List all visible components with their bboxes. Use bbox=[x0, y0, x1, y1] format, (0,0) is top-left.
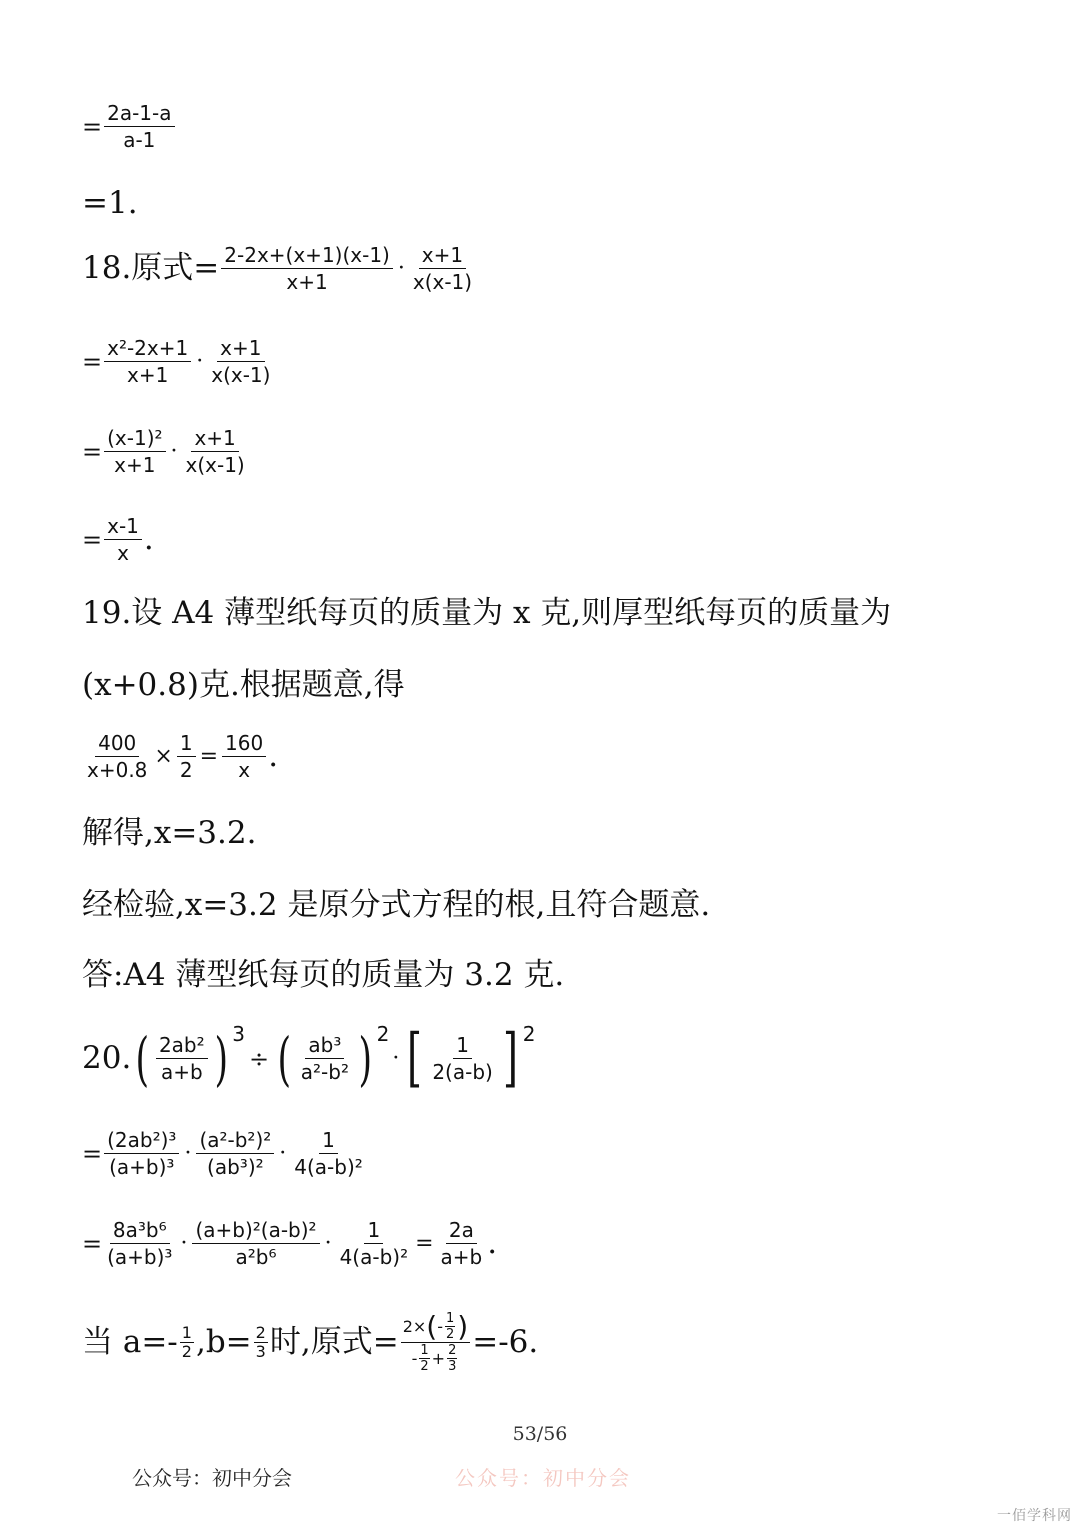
minus-sign: - bbox=[411, 1348, 418, 1368]
equals-sign: = bbox=[82, 525, 103, 554]
multiply-dot: · bbox=[279, 1140, 287, 1166]
numerator: 1 bbox=[453, 1035, 472, 1059]
denominator: (a+b)³ bbox=[107, 1245, 173, 1269]
fraction bbox=[183, 428, 248, 475]
fraction bbox=[104, 103, 174, 150]
denominator: 4(a-b)² bbox=[339, 1245, 409, 1269]
denominator bbox=[410, 1343, 462, 1373]
denominator: a²-b² bbox=[300, 1060, 349, 1085]
numerator: 2a bbox=[446, 1220, 477, 1244]
multiply-dot: · bbox=[184, 1140, 192, 1166]
numerator: x²-2x+1 bbox=[104, 338, 191, 362]
equals-sign: = bbox=[82, 1139, 103, 1168]
numerator: (a²-b²)² bbox=[196, 1130, 274, 1154]
problem-18-label: 18.原式= bbox=[82, 250, 220, 286]
denominator: a+b bbox=[440, 1245, 483, 1269]
problem-19-solve bbox=[82, 815, 257, 851]
fraction bbox=[429, 1033, 496, 1085]
fraction bbox=[254, 1325, 268, 1360]
denominator: x bbox=[117, 541, 129, 565]
fraction bbox=[447, 1344, 457, 1373]
right-paren: ) bbox=[214, 1024, 228, 1093]
exponent: 2 bbox=[376, 1022, 390, 1046]
denominator: x+0.8 bbox=[87, 758, 148, 782]
fraction bbox=[180, 1325, 194, 1360]
solve-text: 解得,x=3.2. bbox=[82, 815, 257, 851]
numerator bbox=[401, 1309, 471, 1343]
problem-18-line-3 bbox=[82, 428, 250, 475]
result-text: =1. bbox=[82, 185, 138, 221]
numerator: x-1 bbox=[104, 516, 142, 540]
fraction bbox=[196, 1130, 274, 1177]
numerator: 400 bbox=[95, 733, 139, 757]
multiply-dot: · bbox=[392, 1045, 400, 1071]
numerator: 1 bbox=[319, 1130, 338, 1154]
problem-19-line-1 bbox=[82, 595, 892, 631]
denominator: (a+b)³ bbox=[109, 1155, 175, 1179]
right-bracket: ] bbox=[502, 1021, 518, 1095]
fraction bbox=[104, 1130, 179, 1177]
when-text: 当 a=- bbox=[82, 1324, 178, 1360]
result-text: =-6. bbox=[472, 1324, 539, 1360]
problem-19-line-2 bbox=[82, 667, 405, 703]
left-paren: ( bbox=[135, 1024, 150, 1093]
period: . bbox=[268, 738, 279, 774]
numerator: (a+b)²(a-b)² bbox=[192, 1220, 319, 1244]
denominator: 2 bbox=[181, 1342, 192, 1361]
period: . bbox=[143, 521, 154, 557]
numerator: 2a-1-a bbox=[104, 103, 174, 127]
fraction bbox=[419, 1344, 429, 1373]
denominator: x+1 bbox=[114, 453, 156, 477]
problem-18-line-4 bbox=[82, 516, 154, 563]
equals-sign: = bbox=[415, 1230, 434, 1256]
left-paren: ( bbox=[426, 1309, 438, 1343]
multiply-dot: · bbox=[180, 1230, 188, 1256]
equals-sign: = bbox=[82, 347, 103, 376]
denominator: x(x-1) bbox=[412, 270, 473, 294]
fraction bbox=[177, 733, 196, 780]
answer-text: 答:A4 薄型纸每页的质量为 3.2 克. bbox=[82, 957, 565, 993]
problem-20-line-1 bbox=[82, 1021, 536, 1095]
denominator: 3 bbox=[255, 1342, 266, 1361]
numerator: 160 bbox=[222, 733, 266, 757]
denominator: x(x-1) bbox=[185, 453, 245, 477]
problem-19-answer bbox=[82, 957, 565, 993]
problem-20-line-4 bbox=[82, 1309, 539, 1374]
numerator: ab³ bbox=[305, 1035, 344, 1059]
numerator: 1 bbox=[446, 1311, 455, 1326]
equation-line bbox=[82, 103, 177, 150]
result-line bbox=[82, 185, 138, 221]
equals-sign: = bbox=[199, 743, 219, 769]
page-number: 53/56 bbox=[512, 1423, 568, 1445]
denominator: 2 bbox=[446, 1327, 455, 1342]
plus-sign: + bbox=[431, 1348, 446, 1368]
numerator: (x-1)² bbox=[104, 428, 165, 452]
fraction bbox=[104, 428, 165, 475]
numerator: 2 bbox=[255, 1323, 266, 1342]
problem-19-text: (x+0.8)克.根据题意,得 bbox=[82, 667, 405, 703]
denominator: a+b bbox=[160, 1060, 203, 1085]
denominator: x+1 bbox=[127, 363, 169, 387]
problem-20-line-2 bbox=[82, 1130, 368, 1177]
period: . bbox=[487, 1225, 498, 1261]
exponent: 2 bbox=[522, 1022, 536, 1046]
denominator: 2(a-b) bbox=[432, 1060, 493, 1085]
problem-18-line-2 bbox=[82, 338, 275, 385]
equals-sign: = bbox=[82, 1229, 103, 1258]
problem-18-line-1 bbox=[82, 245, 477, 292]
multiply-dot: · bbox=[196, 348, 204, 374]
denominator: 2 bbox=[420, 1359, 429, 1374]
fraction bbox=[208, 338, 273, 385]
right-paren: ) bbox=[358, 1024, 373, 1093]
problem-19-equation bbox=[82, 733, 278, 780]
check-text: 经检验,x=3.2 是原分式方程的根,且符合题意. bbox=[82, 887, 711, 923]
minus-sign: - bbox=[437, 1316, 444, 1336]
fraction bbox=[221, 245, 393, 292]
numerator: 2ab² bbox=[156, 1035, 208, 1059]
multiply-dot: · bbox=[324, 1230, 332, 1256]
fraction bbox=[84, 733, 150, 780]
times-sign: × bbox=[154, 743, 173, 769]
problem-19-check bbox=[82, 887, 711, 923]
divide-sign: ÷ bbox=[249, 1044, 270, 1073]
footer-watermark: 公众号：初中分会 bbox=[455, 1466, 631, 1490]
left-paren: ( bbox=[277, 1024, 292, 1093]
fraction bbox=[104, 1220, 175, 1267]
fraction bbox=[438, 1220, 486, 1267]
numerator: 8a³b⁶ bbox=[110, 1220, 170, 1244]
denominator: a-1 bbox=[123, 128, 156, 152]
equals-sign: = bbox=[82, 112, 103, 141]
numerator: 1 bbox=[364, 1220, 383, 1244]
when-text: 时,原式= bbox=[269, 1324, 399, 1360]
denominator: 4(a-b)² bbox=[294, 1155, 363, 1179]
denominator: 2 bbox=[179, 758, 193, 782]
numerator: 2 bbox=[448, 1343, 457, 1358]
numerator: 1 bbox=[177, 733, 196, 757]
numerator-prefix: 2× bbox=[402, 1316, 427, 1336]
fraction bbox=[337, 1220, 412, 1267]
fraction bbox=[192, 1220, 319, 1267]
site-logo: 一佰学科网 bbox=[997, 1508, 1072, 1524]
denominator: a²b⁶ bbox=[235, 1245, 277, 1269]
fraction bbox=[222, 733, 266, 780]
denominator: x+1 bbox=[286, 270, 328, 294]
compound-fraction bbox=[401, 1309, 471, 1374]
numerator: x+1 bbox=[217, 338, 264, 362]
multiply-dot: · bbox=[397, 255, 405, 281]
fraction bbox=[104, 338, 191, 385]
problem-19-text: 19.设 A4 薄型纸每页的质量为 x 克,则厚型纸每页的质量为 bbox=[82, 595, 892, 631]
multiply-dot: · bbox=[170, 438, 178, 464]
when-text: ,b= bbox=[195, 1324, 252, 1360]
left-bracket: [ bbox=[407, 1021, 423, 1095]
denominator: (ab³)² bbox=[207, 1155, 264, 1179]
footer-account: 公众号：初中分会 bbox=[132, 1466, 292, 1490]
denominator: 3 bbox=[448, 1359, 457, 1374]
exponent: 3 bbox=[232, 1022, 246, 1046]
fraction bbox=[445, 1312, 455, 1341]
fraction bbox=[291, 1130, 366, 1177]
right-paren: ) bbox=[457, 1309, 469, 1343]
denominator: x(x-1) bbox=[211, 363, 271, 387]
numerator: x+1 bbox=[419, 245, 466, 269]
fraction bbox=[410, 245, 475, 292]
fraction bbox=[156, 1033, 208, 1085]
numerator: 2-2x+(x+1)(x-1) bbox=[221, 245, 393, 269]
fraction bbox=[298, 1033, 352, 1085]
equals-sign: = bbox=[82, 437, 103, 466]
denominator: x bbox=[238, 758, 251, 782]
numerator: x+1 bbox=[191, 428, 238, 452]
problem-20-line-3 bbox=[82, 1220, 497, 1267]
numerator: 1 bbox=[420, 1343, 429, 1358]
numerator: 1 bbox=[181, 1323, 192, 1342]
problem-20-label: 20. bbox=[82, 1040, 132, 1077]
fraction bbox=[104, 516, 142, 563]
numerator: (2ab²)³ bbox=[104, 1130, 179, 1154]
